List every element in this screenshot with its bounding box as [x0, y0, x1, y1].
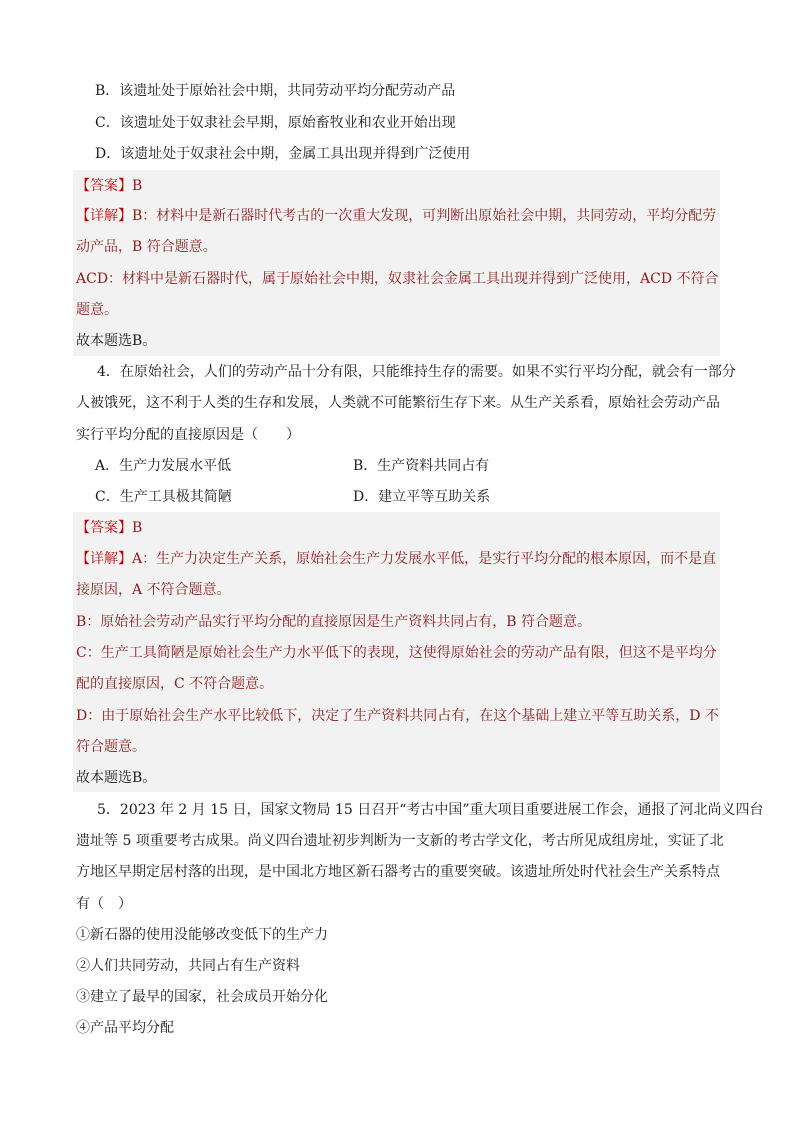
q3-detail-line-1 [76, 206, 716, 226]
q4-detail-line-6: D：由于原始社会生产水平比较低下，决定了生产资料共同占有，在这个基础上建立平等互助关系，D 不 [76, 708, 719, 724]
q5-item-3: ③建立了最早的国家，社会成员开始分化 [76, 989, 328, 1005]
q5-stem-line-3: 方地区早期定居村落的出现，是中国北方地区新石器考古的重要突破。该遗址所处时代社会生产关系特点 [76, 864, 720, 880]
q4-stem-line-2: 人被饿死，这不利于人类的生存和发展，人类就不可能繁衍生存下来。从生产关系看，原始社会劳动产品 [76, 395, 720, 411]
q4-detail-line-2: 接原因，A 不符合题意。 [76, 582, 231, 598]
q4-option-d: D．建立平等互助关系 [353, 489, 491, 505]
q4-option-b: B．生产资料共同占有 [353, 458, 490, 474]
answer-value: B [132, 178, 143, 194]
detail-tag: 【详解】 [76, 551, 132, 567]
q5-stem-line-4: 有（ ） [76, 896, 132, 912]
q4-stem-line-3: 实行平均分配的直接原因是（ ） [76, 427, 300, 443]
q4-detail-line-7: 符合题意。 [76, 739, 146, 755]
q4-detail-line-5: 配的直接原因，C 不符合题意。 [76, 676, 274, 692]
q3-option-c: C．该遗址处于奴隶社会早期，原始畜牧业和农业开始出现 [95, 115, 456, 131]
q5-item-2: ②人们共同劳动，共同占有生产资料 [76, 958, 300, 974]
q3-answer-box [73, 170, 720, 356]
q5-stem-line-1: 5．2023 年 2 月 15 日，国家文物局 15 日召开“考古中国”重大项目重要进展工作会，通报了河北尚义四台 [97, 802, 764, 818]
detail-text: A：生产力决定生产关系，原始社会生产力发展水平低，是实行平均分配的根本原因，而不是直 [132, 551, 717, 567]
q3-option-b: B．该遗址处于原始社会中期，共同劳动平均分配劳动产品 [95, 83, 456, 99]
detail-text: B：材料中是新石器时代考古的一次重大发现，可判断出原始社会中期，共同劳动，平均分配劳 [132, 208, 717, 224]
q3-detail-line-2: 动产品，B 符合题意。 [76, 239, 217, 255]
q4-conclusion: 故本题选B。 [76, 770, 157, 786]
answer-tag: 【答案】 [76, 178, 132, 194]
q4-detail-line-3: B：原始社会劳动产品实行平均分配的直接原因是生产资料共同占有，B 符合题意。 [76, 614, 592, 630]
q3-detail-line-3: ACD：材料中是新石器时代，属于原始社会中期，奴隶社会金属工具出现并得到广泛使用，ACD 不符合 [76, 271, 719, 287]
q3-option-d: D．该遗址处于奴隶社会中期，金属工具出现并得到广泛使用 [95, 146, 471, 162]
q4-option-a: A．生产力发展水平低 [95, 458, 232, 474]
answer-tag: 【答案】 [76, 520, 132, 536]
q4-option-c: C．生产工具极其简陋 [95, 489, 232, 505]
q3-conclusion: 故本题选B。 [76, 333, 157, 349]
q4-detail-line-1 [76, 549, 716, 569]
q4-detail-line-4: C：生产工具简陋是原始社会生产力水平低下的表现，这使得原始社会的劳动产品有限，但这不是平均分 [76, 645, 717, 661]
answer-value: B [132, 520, 143, 536]
q5-stem-line-2: 遗址等 5 项重要考古成果。尚义四台遗址初步判断为一支新的考古学文化，考古所见成组房址，实证了北 [76, 833, 724, 849]
q5-item-1: ①新石器的使用没能够改变低下的生产力 [76, 927, 328, 943]
detail-tag: 【详解】 [76, 208, 132, 224]
q3-answer-line [76, 176, 142, 196]
q3-detail-line-4: 题意。 [76, 302, 118, 318]
q5-item-4: ④产品平均分配 [76, 1020, 174, 1036]
q4-answer-line [76, 518, 142, 538]
q4-stem-line-1: 4．在原始社会，人们的劳动产品十分有限，只能维持生存的需要。如果不实行平均分配，就会有一部分 [97, 364, 736, 380]
